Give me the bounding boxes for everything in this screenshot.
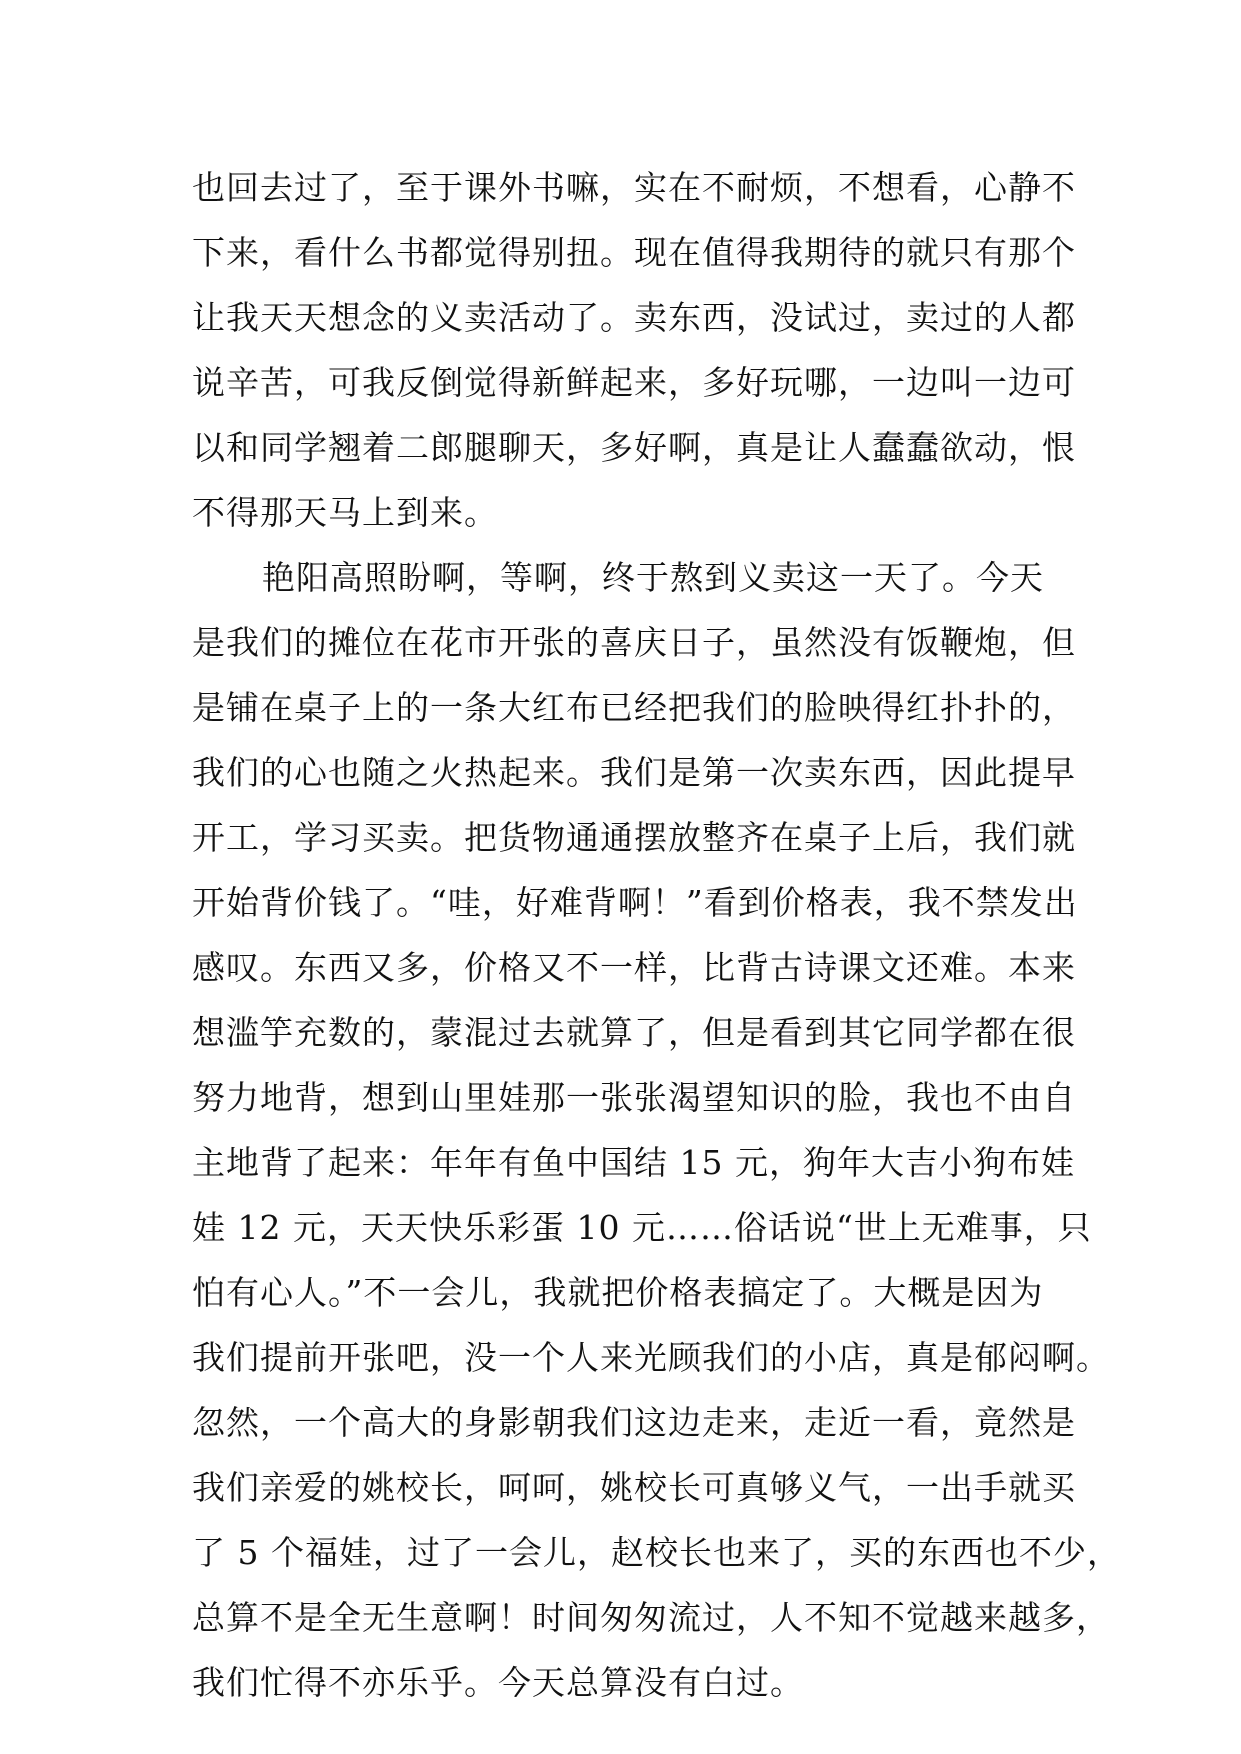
text-line: 忽然，一个高大的身影朝我们这边走来，走近一看，竟然是 [192, 1403, 1076, 1442]
text-line: 我们亲爱的姚校长，呵呵，姚校长可真够义气，一出手就买 [192, 1468, 1076, 1507]
text-line: 我们的心也随之火热起来。我们是第一次卖东西，因此提早 [192, 753, 1076, 792]
text-line: 是铺在桌子上的一条大红布已经把我们的脸映得红扑扑的， [192, 688, 1076, 727]
text-line: 下来，看什么书都觉得别扭。现在值得我期待的就只有那个 [192, 233, 1076, 272]
text-line: 说辛苦，可我反倒觉得新鲜起来，多好玩哪，一边叫一边可 [192, 363, 1076, 402]
paragraph-1 [192, 155, 1076, 545]
text-line: 艳阳高照盼啊，等啊，终于熬到义卖这一天了。今天 [262, 558, 1044, 597]
text-line: 是我们的摊位在花市开张的喜庆日子，虽然没有饭鞭炮，但 [192, 623, 1076, 662]
text-line: 开工，学习买卖。把货物通通摆放整齐在桌子上后，我们就 [192, 818, 1076, 857]
text-line: 不得那天马上到来。 [192, 493, 498, 532]
text-line: 怕有心人。”不一会儿，我就把价格表搞定了。大概是因为 [192, 1273, 1044, 1312]
text-line: 努力地背，想到山里娃那一张张渴望知识的脸，我也不由自 [192, 1078, 1076, 1117]
text-line: 让我天天想念的义卖活动了。卖东西，没试过，卖过的人都 [192, 298, 1076, 337]
paragraph-2 [192, 545, 1121, 1715]
text-line: 我们忙得不亦乐乎。今天总算没有白过。 [192, 1663, 804, 1702]
text-line: 总算不是全无生意啊！时间匆匆流过，人不知不觉越来越多， [192, 1598, 1110, 1637]
text-line: 主地背了起来：年年有鱼中国结 15 元，狗年大吉小狗布娃 [192, 1143, 1075, 1182]
text-line: 了 5 个福娃，过了一会儿，赵校长也来了，买的东西也不少， [192, 1533, 1121, 1572]
text-line: 开始背价钱了。“哇，好难背啊！”看到价格表，我不禁发出 [192, 883, 1078, 922]
text-line: 以和同学翘着二郎腿聊天，多好啊，真是让人蠢蠢欲动，恨 [192, 428, 1076, 467]
text-line: 感叹。东西又多，价格又不一样，比背古诗课文还难。本来 [192, 948, 1076, 987]
text-line: 我们提前开张吧，没一个人来光顾我们的小店，真是郁闷啊。 [192, 1338, 1110, 1377]
text-line: 也回去过了，至于课外书嘛，实在不耐烦，不想看，心静不 [192, 168, 1076, 207]
text-line: 娃 12 元，天天快乐彩蛋 10 元……俗话说“世上无难事，只 [192, 1208, 1092, 1247]
text-line: 想滥竽充数的，蒙混过去就算了，但是看到其它同学都在很 [192, 1013, 1076, 1052]
document-body [192, 155, 1121, 1715]
